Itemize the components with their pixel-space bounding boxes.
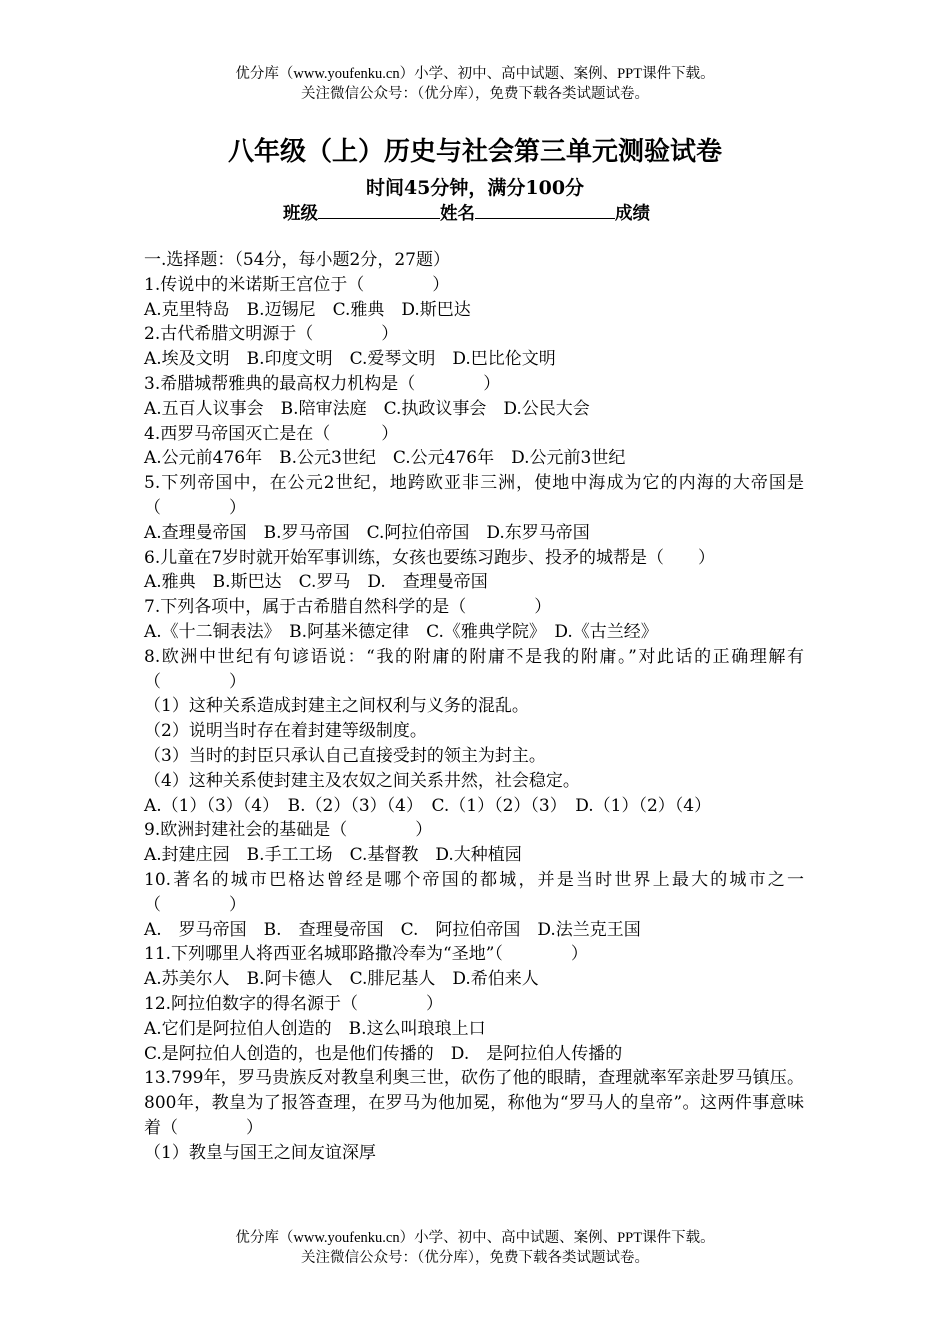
question-6-options: A.雅典 B.斯巴达 C.罗马 D. 查理曼帝国 — [144, 572, 488, 593]
name-label: 姓名 — [440, 204, 475, 224]
class-label: 班级 — [283, 204, 318, 224]
question-7-options: A.《十二铜表法》 B.阿基米德定律 C.《雅典学院》 D.《古兰经》 — [144, 621, 658, 642]
question-8-sub-3: （3）当时的封臣只承认自己直接受封的领主为封主。 — [144, 745, 546, 766]
question-8-sub-2: （2）说明当时存在着封建等级制度。 — [144, 721, 427, 742]
question-8-sub-4: （4）这种关系使封建主及农奴之间关系井然，社会稳定。 — [144, 770, 580, 791]
footer-line-2: 关注微信公众号：（优分库），免费下载各类试题试卷。 — [301, 1250, 649, 1266]
question-10-stem: 10.著名的城市巴格达曾经是哪个帝国的都城，并是当时世界上最大的城市之一（ ） — [144, 869, 804, 915]
question-8-stem: 8.欧洲中世纪有句谚语说：“我的附庸的附庸不是我的附庸。”对此话的正确理解有（ ） — [144, 646, 804, 692]
page-title: 八年级（上）历史与社会第三单元测验试卷 — [227, 137, 722, 167]
question-12-options-2: C.是阿拉伯人创造的，也是他们传播的 D. 是阿拉伯人传播的 — [144, 1043, 623, 1064]
question-10-options: A. 罗马帝国 B. 查理曼帝国 C. 阿拉伯帝国 D.法兰克王国 — [144, 919, 641, 940]
question-8-sub-1: （1）这种关系造成封建主之间权利与义务的混乱。 — [144, 696, 529, 717]
page-footer — [0, 1228, 950, 1268]
question-3-stem: 3.希腊城帮雅典的最高权力机构是（ ） — [144, 373, 501, 394]
question-2-options: A.埃及文明 B.印度文明 C.爱琴文明 D.巴比伦文明 — [144, 349, 556, 370]
footer-line-1: 优分库（www.youfenku.cn）小学、初中、高中试题、案例、PPT课件下载。 — [235, 1230, 715, 1246]
question-12-options: A.它们是阿拉伯人创造的 B.这么叫琅琅上口 — [144, 1018, 486, 1039]
student-info-line — [283, 199, 650, 225]
question-5-stem: 5.下列帝国中，在公元2世纪，地跨欧亚非三洲，使地中海成为它的内海的大帝国是（ ） — [144, 473, 804, 518]
exam-content — [144, 248, 804, 1165]
exam-time-score: 时间45分钟，满分100分 — [365, 177, 585, 199]
question-4-stem: 4.西罗马帝国灭亡是在（ ） — [144, 423, 399, 444]
question-11-stem: 11.下列哪里人将西亚名城耶路撒冷奉为“圣地”（ ） — [144, 944, 588, 965]
question-5-options: A.查理曼帝国 B.罗马帝国 C.阿拉伯帝国 D.东罗马帝国 — [144, 522, 590, 543]
page-header — [0, 64, 950, 104]
question-2-stem: 2.古代希腊文明源于（ ） — [144, 324, 399, 345]
question-4-options: A.公元前476年 B.公元3世纪 C.公元476年 D.公元前3世纪 — [144, 448, 626, 469]
score-label: 成绩 — [615, 204, 650, 224]
header-line-1: 优分库（www.youfenku.cn）小学、初中、高中试题、案例、PPT课件下载。 — [235, 66, 715, 82]
question-9-stem: 9.欧洲封建社会的基础是（ ） — [144, 820, 433, 841]
question-6-stem: 6.儿童在7岁时就开始军事训练，女孩也要练习跑步、投矛的城帮是（ ） — [144, 547, 716, 568]
question-9-options: A.封建庄园 B.手工工场 C.基督教 D.大种植园 — [144, 845, 522, 866]
question-7-stem: 7.下列各项中，属于古希腊自然科学的是（ ） — [144, 597, 552, 618]
question-3-options: A.五百人议事会 B.陪审法庭 C.执政议事会 D.公民大会 — [144, 398, 590, 419]
question-11-options: A.苏美尔人 B.阿卡德人 C.腓尼基人 D.希伯来人 — [144, 969, 539, 990]
question-12-stem: 12.阿拉伯数字的得名源于（ ） — [144, 993, 444, 1014]
section-heading: 一.选择题：（54分，每小题2分，27题） — [144, 250, 450, 270]
name-blank — [475, 199, 615, 219]
class-blank — [318, 199, 440, 219]
question-1-stem: 1.传说中的米诺斯王宫位于（ ） — [144, 274, 450, 295]
question-13-sub-1: （1）教皇与国王之间友谊深厚 — [144, 1142, 376, 1163]
question-1-options: A.克里特岛 B.迈锡尼 C.雅典 D.斯巴达 — [144, 299, 471, 320]
header-line-2: 关注微信公众号：（优分库），免费下载各类试题试卷。 — [301, 86, 649, 102]
question-13-stem: 13.799年，罗马贵族反对教皇利奥三世，砍伤了他的眼睛，查理就率军亲赴罗马镇压。800年，教皇为了报答查理，在罗马为他加冕，称他为“罗马人的皇帝”。这两件事意味着（ ） — [144, 1068, 804, 1138]
question-8-options: A.（1）（3）（4） B.（2）（3）（4） C.（1）（2）（3） D.（1）（2）（4） — [144, 795, 712, 816]
